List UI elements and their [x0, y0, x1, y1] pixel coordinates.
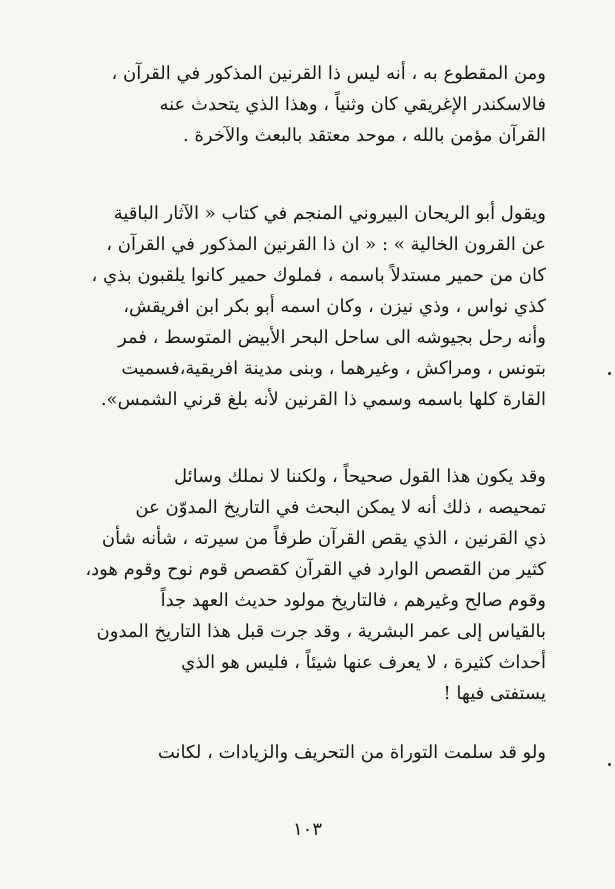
- text-line: بالقياس إلى عمر البشرية ، وقد جرت قبل هذا التاريخ المدون: [96, 621, 546, 642]
- text-line: ذي القرنين ، الذي يقص القرآن طرفاً من سيرته ، شأنه شأن: [101, 528, 546, 549]
- paragraph-1: [78, 58, 546, 151]
- text-line: بتونس ، ومراكش ، وغيرهما ، وبنى مدينة افريقية،فسميت: [121, 358, 546, 379]
- text-line: كثير من القصص الوارد في القرآن كقصص قوم نوح وقوم هود،: [85, 559, 546, 580]
- text-line: يستفتى فيها !: [443, 683, 546, 704]
- text-line: وقوم صالح وغيرهم ، فالتاريخ مولود حديث العهد جداً: [160, 590, 546, 611]
- text-line: القرآن مؤمن بالله ، موحد معتقد بالبعث والآخرة .: [183, 125, 546, 146]
- text-line: كذي نواس ، وذي نيزن ، وكان اسمه أبو بكر ابن افريقش،: [123, 296, 546, 317]
- scan-speck: [608, 763, 611, 766]
- paragraph-2: [78, 198, 546, 415]
- text-line: ولو قد سلمت التوراة من التحريف والزيادات ، لكانت: [157, 742, 546, 763]
- paragraph-3: [78, 461, 546, 709]
- text-line: ومن المقطوع به ، أنه ليس ذا القرنين المذكور في القرآن ،: [111, 63, 546, 84]
- text-line: كان من حمير مستدلاً باسمه ، فملوك حمير كانوا يلقبون بذي ،: [91, 265, 546, 286]
- page-number: ١٠٣: [292, 819, 322, 840]
- text-line: أحداث كثيرة ، لا يعرف عنها شيئاً ، فليس هو الذي: [181, 652, 546, 673]
- text-line: فالاسكندر الإغريقي كان وثنياً ، وهذا الذي يتحدث عنه: [159, 94, 546, 115]
- text-line: تمحيصه ، ذلك أنه لا يمكن البحث في التاريخ المدوّن عن: [135, 497, 546, 518]
- paragraph-4: [78, 737, 546, 768]
- scan-speck: [608, 372, 611, 375]
- text-line: وأنه رحل بجيوشه الى ساحل البحر الأبيض المتوسط ، فمر: [118, 327, 546, 348]
- text-line: القارة كلها باسمه وسمي ذا القرنين لأنه بلغ قرني الشمس».: [100, 389, 546, 410]
- text-line: ويقول أبو الريحان البيروني المنجم في كتاب « الآثار الباقية: [113, 203, 546, 224]
- text-line: وقد يكون هذا القول صحيحاً ، ولكننا لا نملك وسائل: [173, 466, 546, 487]
- text-line: عن القرون الخالية » : « ان ذا القرنين المذكور في القرآن ،: [106, 234, 546, 255]
